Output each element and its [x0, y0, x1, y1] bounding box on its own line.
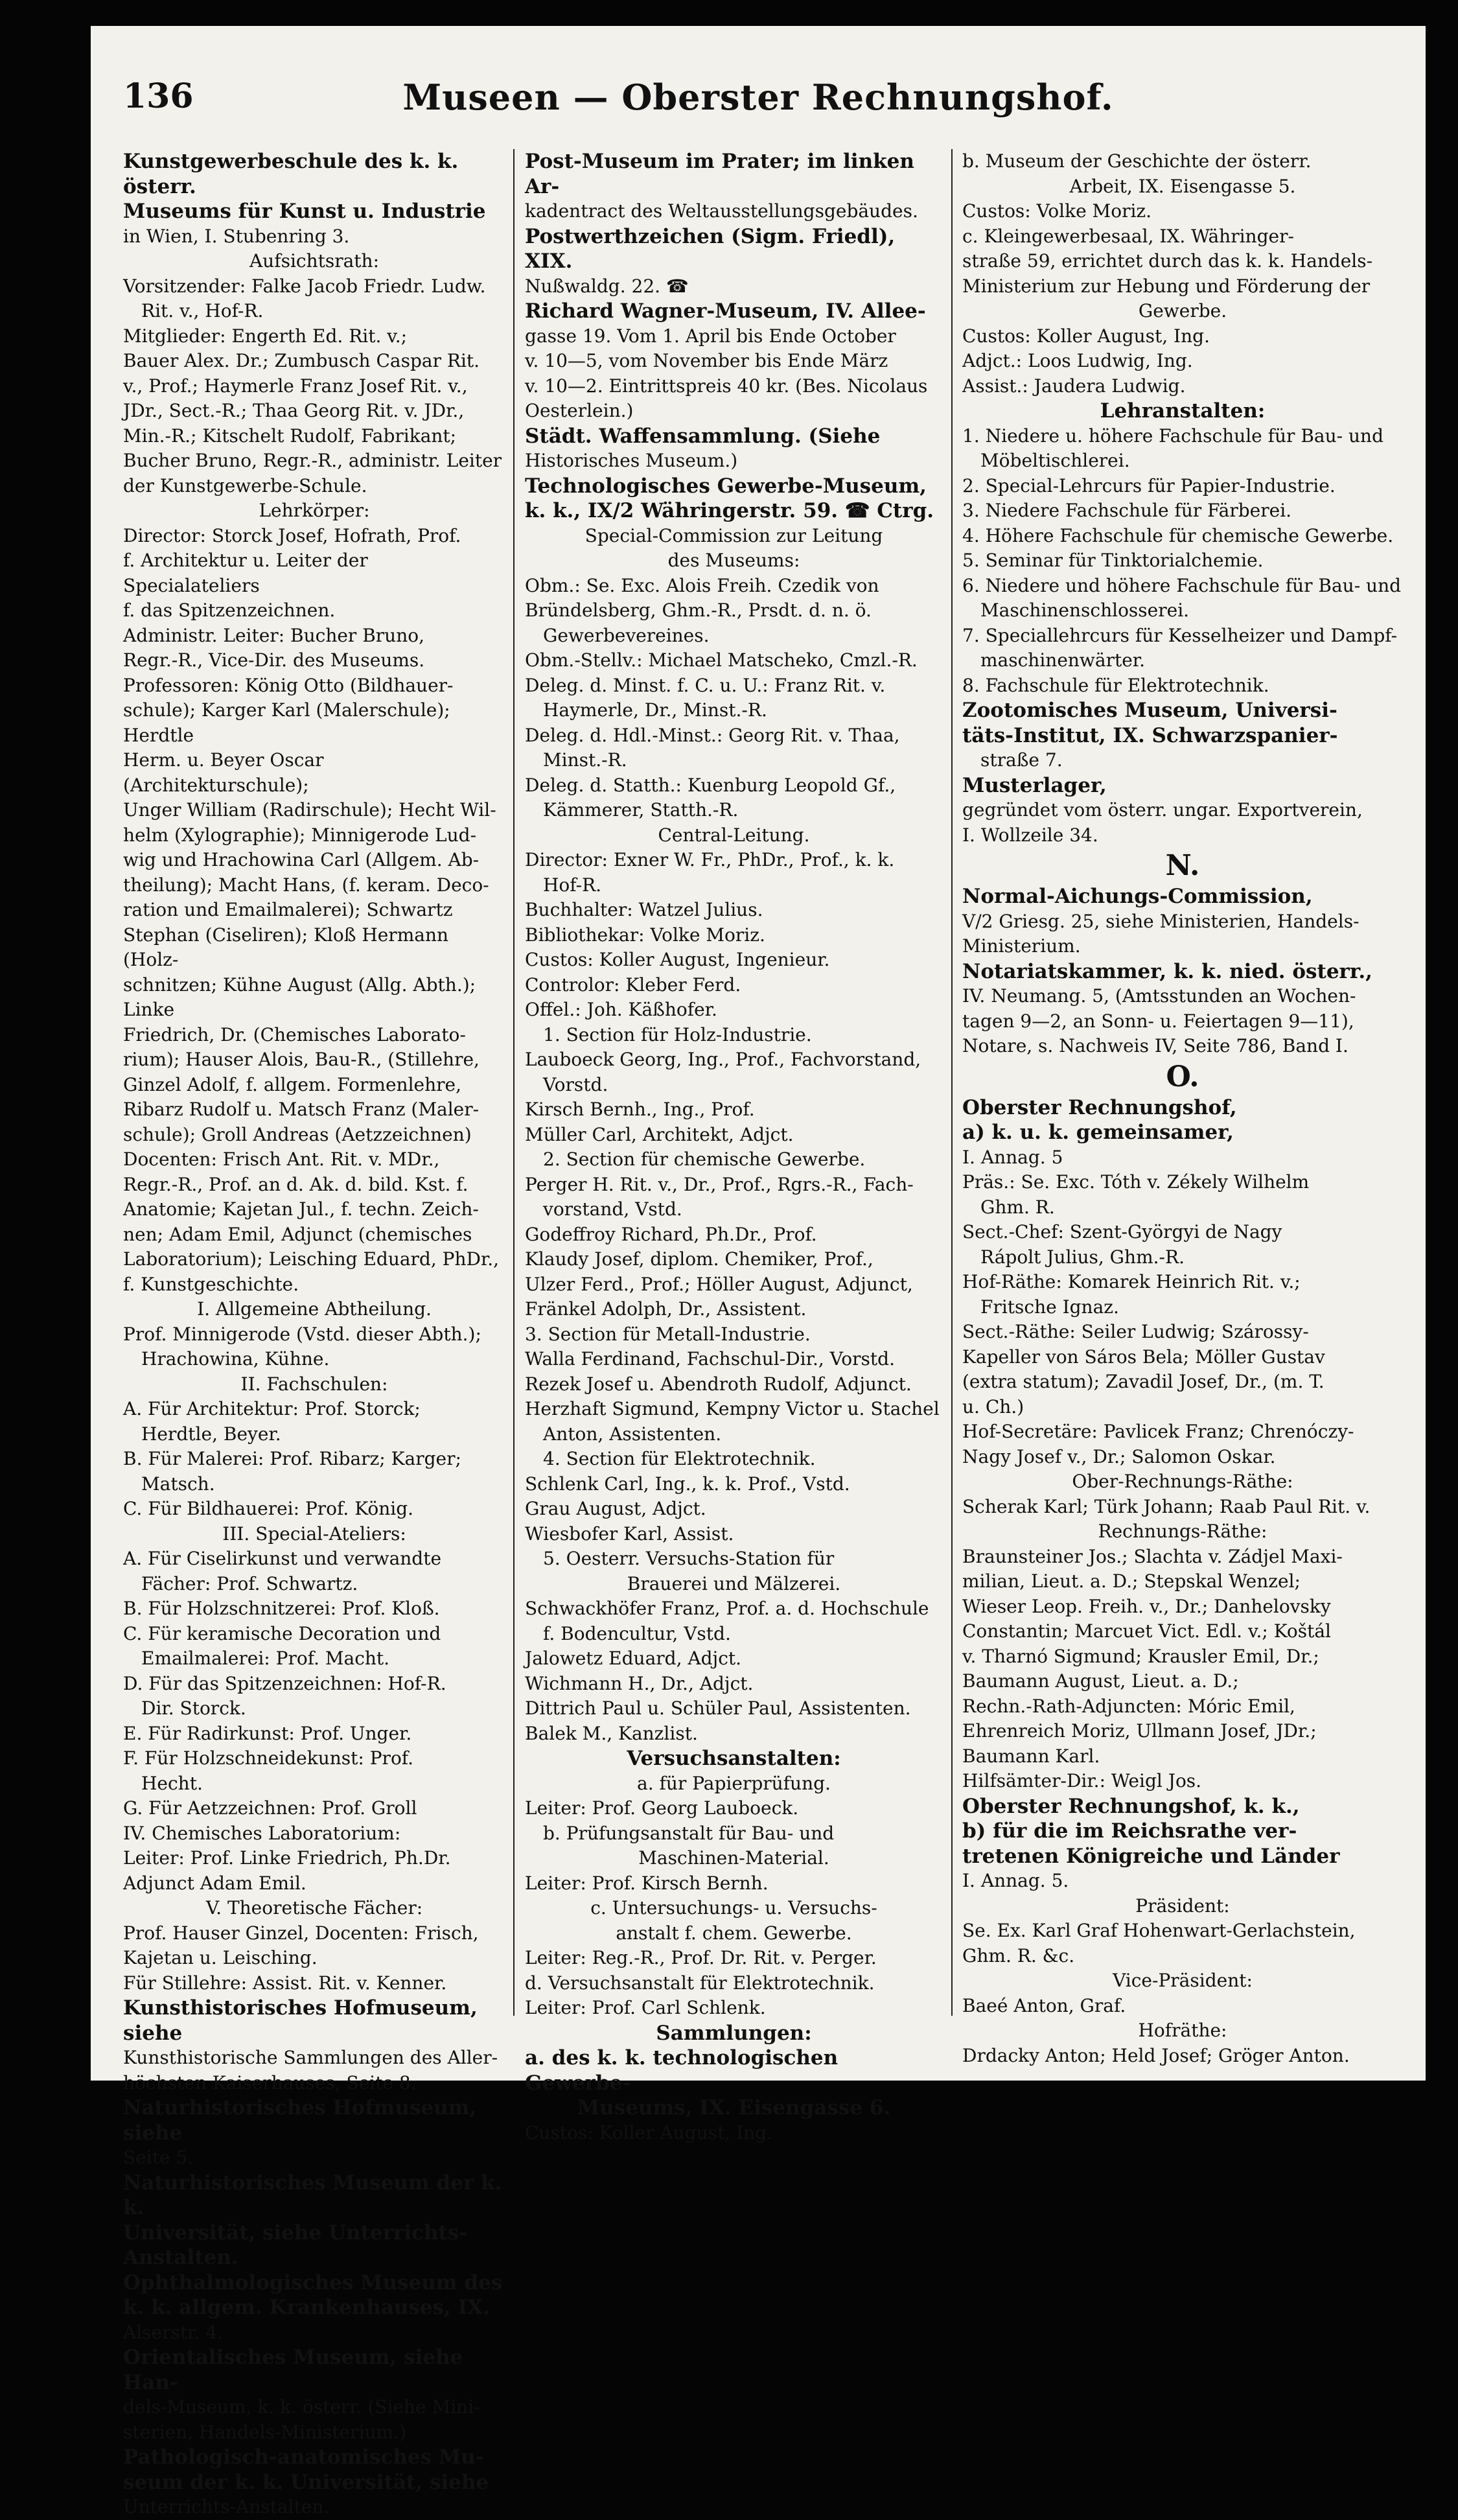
text-line: Docenten: Frisch Ant. Rit. v. MDr.,: [123, 1149, 440, 1170]
text-line: Laboratorium); Leisching Eduard, PhDr.,: [123, 1248, 500, 1270]
text-line: helm (Xylographie); Minnigerode Lud-: [123, 824, 477, 846]
entry-heading: tretenen Königreiche und Länder: [962, 1844, 1340, 1868]
text-line: Ribarz Rudolf u. Matsch Franz (Maler-: [123, 1099, 480, 1120]
text-line: Baumann August, Lieut. a. D.;: [962, 1670, 1239, 1692]
text-line: II. Fachschulen:: [240, 1373, 388, 1395]
text-line: Seite 5.: [123, 2147, 194, 2168]
text-line: Leiter: Prof. Linke Friedrich, Ph.Dr.: [123, 1847, 451, 1869]
text-line: 4. Section für Elektrotechnik.: [543, 1448, 816, 1469]
entry-heading: Oberster Rechnungshof, k. k.,: [962, 1794, 1300, 1818]
text-line: 2. Special-Lehrcurs für Papier-Industrie.: [962, 474, 1336, 496]
text-line: milian, Lieut. a. D.; Stepskal Wenzel;: [962, 1570, 1301, 1592]
text-line: I. Wollzeile 34.: [962, 824, 1098, 846]
text-line: Ministerium.: [962, 935, 1081, 957]
text-line: Vorstd.: [543, 1073, 608, 1095]
entry-heading: Zootomisches Museum, Universi-: [962, 699, 1337, 722]
text-line: dels-Museum, k. k. österr. (Siehe Mini-: [123, 2396, 480, 2418]
text-line: c. Untersuchungs- u. Versuchs-: [590, 1897, 877, 1919]
text-line: b. Prüfungsanstalt für Bau- und: [543, 1822, 835, 1844]
text-line: JDr., Sect.-R.; Thaa Georg Rit. v. JDr.,: [123, 400, 465, 421]
text-line: Anatomie; Kajetan Jul., f. techn. Zeich-: [123, 1198, 479, 1220]
text-line: Deleg. d. Minst. f. C. u. U.: Franz Rit. v.: [525, 674, 886, 696]
text-line: 3. Niedere Fachschule für Färberei.: [962, 500, 1292, 521]
text-line: Ghm. R.: [980, 1196, 1055, 1218]
text-line: Central-Leitung.: [658, 824, 810, 846]
entry-heading: k. k. allgem. Krankenhauses, IX.: [123, 2296, 490, 2319]
text-line: Prof. Minnigerode (Vstd. dieser Abth.);: [123, 1323, 481, 1345]
text-line: D. Für das Spitzenzeichnen: Hof-R.: [123, 1672, 446, 1694]
text-line: Adjunct Adam Emil.: [123, 1872, 307, 1894]
text-line: Kirsch Bernh., Ing., Prof.: [525, 1099, 755, 1120]
text-line: Müller Carl, Architekt, Adjct.: [525, 1123, 794, 1145]
text-line: Deleg. d. Statth.: Kuenburg Leopold Gf.,: [525, 774, 896, 796]
text-line: Custos: Koller August, Ingenieur.: [525, 949, 830, 970]
text-line: Regr.-R., Vice-Dir. des Museums.: [123, 649, 425, 671]
text-line: Rezek Josef u. Abendroth Rudolf, Adjunct.: [525, 1373, 912, 1395]
text-line: Dir. Storck.: [141, 1698, 246, 1719]
text-line: Walla Ferdinand, Fachschul-Dir., Vorstd.: [525, 1348, 895, 1370]
text-line: Mitglieder: Engerth Ed. Rit. v.;: [123, 325, 408, 347]
text-line: straße 59, errichtet durch das k. k. Handels-: [962, 250, 1373, 272]
text-line: u. Ch.): [962, 1395, 1024, 1418]
text-line: Unger William (Radirschule); Hecht Wil-: [123, 799, 496, 821]
text-line: Schwackhöfer Franz, Prof. a. d. Hochschule: [525, 1598, 929, 1619]
text-line: Baumann Karl.: [962, 1745, 1100, 1767]
text-line: Rápolt Julius, Ghm.-R.: [980, 1246, 1185, 1268]
text-line: Adjct.: Loos Ludwig, Ing.: [962, 350, 1193, 371]
text-line: C. Für keramische Decoration und: [123, 1622, 441, 1644]
text-line: Ghm. R. &c.: [962, 1944, 1075, 1966]
text-line: Unterrichts-Anstalten.: [123, 2496, 330, 2517]
text-line: Wichmann H., Dr., Adjct.: [525, 1672, 754, 1694]
text-line: Sect.-Räthe: Seiler Ludwig; Szárossy-: [962, 1321, 1309, 1342]
text-line: Maschinenschlosserei.: [980, 600, 1190, 621]
text-line: Scherak Karl; Türk Johann; Raab Paul Rit. v.: [962, 1495, 1371, 1517]
text-line: Ulzer Ferd., Prof.; Höller August, Adjunct,: [525, 1273, 913, 1295]
text-line: Haymerle, Dr., Minst.-R.: [543, 699, 767, 721]
text-line: Gewerbe.: [1138, 300, 1227, 321]
text-line: Herzhaft Sigmund, Kempny Victor u. Stachel: [525, 1398, 940, 1419]
text-line: I. Annag. 5: [962, 1146, 1063, 1168]
text-column-middle: [525, 149, 943, 2143]
text-line: a. für Papierprüfung.: [637, 1772, 831, 1794]
text-line: Anton, Assistenten.: [543, 1423, 722, 1445]
entry-heading: Musterlager,: [962, 773, 1107, 797]
text-line: Hrachowina, Kühne.: [141, 1348, 330, 1370]
text-line: (extra statum); Zavadil Josef, Dr., (m. T.: [962, 1371, 1325, 1392]
entry-heading: täts-Institut, IX. Schwarzspanier-: [962, 723, 1338, 747]
entry-heading: Kunsthistorisches Hofmuseum, siehe: [123, 1996, 485, 2045]
text-line: Herm. u. Beyer Oscar (Architekturschule);: [123, 749, 330, 796]
text-line: Wieser Leop. Freih. v., Dr.; Danhelovsky: [962, 1595, 1331, 1617]
text-line: Stephan (Ciseliren); Kloß Hermann (Holz-: [123, 924, 454, 970]
text-line: Grau August, Adjct.: [525, 1498, 706, 1519]
entry-heading: Orientalisches Museum, siehe Han-: [123, 2346, 470, 2394]
text-line: I. Allgemeine Abtheilung.: [197, 1298, 432, 1320]
text-line: Dittrich Paul u. Schüler Paul, Assistenten.: [525, 1698, 911, 1719]
text-line: Bründelsberg, Ghm.-R., Prsdt. d. n. ö.: [525, 600, 872, 621]
text-line: Präsident:: [1135, 1895, 1230, 1917]
text-line: schnitzen; Kühne August (Allg. Abth.); Linke: [123, 974, 481, 1020]
text-line: Wiesbofer Karl, Assist.: [525, 1522, 734, 1545]
entry-heading: Naturhistorisches Museum der k. k.: [123, 2171, 509, 2219]
text-line: vorstand, Vstd.: [543, 1198, 682, 1220]
text-line: IV. Chemisches Laboratorium:: [123, 1822, 401, 1844]
text-line: 7. Speciallehrcurs für Kesselheizer und Dampf-: [962, 624, 1398, 646]
text-line: Leiter: Prof. Carl Schlenk.: [525, 1997, 766, 2018]
entry-heading: Kunstgewerbeschule des k. k. österr.: [123, 150, 466, 198]
section-letter: N.: [1165, 849, 1200, 882]
text-line: Herdtle, Beyer.: [141, 1423, 281, 1445]
text-line: Custos: Koller August, Ing.: [962, 325, 1210, 347]
text-line: G. Für Aetzzeichnen: Prof. Groll: [123, 1797, 417, 1819]
text-line: anstalt f. chem. Gewerbe.: [616, 1922, 852, 1944]
entry-heading: Naturhistorisches Hofmuseum, siehe: [123, 2096, 484, 2145]
text-line: tagen 9—2, an Sonn- u. Feiertagen 9—11),: [962, 1010, 1354, 1032]
text-line: Matsch.: [141, 1473, 215, 1495]
text-line: kadentract des Weltausstellungsgebäudes.: [525, 200, 918, 222]
section-letter: O.: [1166, 1060, 1199, 1093]
text-line: in Wien, I. Stubenring 3.: [123, 225, 350, 247]
text-column-right: [962, 149, 1403, 2068]
text-line: Gewerbevereines.: [543, 624, 710, 646]
text-line: Aufsichtsrath:: [249, 250, 380, 272]
entry-heading: Normal-Aichungs-Commission,: [962, 885, 1313, 908]
text-line: c. Kleingewerbesaal, IX. Währinger-: [962, 225, 1294, 247]
text-line: Fränkel Adolph, Dr., Assistent.: [525, 1298, 807, 1320]
text-line: d. Versuchsanstalt für Elektrotechnik.: [525, 1972, 875, 1994]
entry-heading: Post-Museum im Prater; im linken Ar-: [525, 150, 921, 198]
entry-heading: a) k. u. k. gemeinsamer,: [962, 1121, 1234, 1144]
text-line: Nußwaldg. 22. ☎: [525, 275, 689, 297]
text-line: 1. Section für Holz-Industrie.: [543, 1023, 812, 1045]
text-line: Offel.: Joh. Käßhofer.: [525, 999, 717, 1020]
entry-heading: Museums für Kunst u. Industrie: [123, 200, 486, 223]
text-line: 5. Seminar für Tinktorialchemie.: [962, 550, 1264, 571]
text-line: Se. Ex. Karl Graf Hohenwart-Gerlachstein,: [962, 1920, 1356, 1941]
text-line: F. Für Holzschneidekunst: Prof.: [123, 1747, 414, 1769]
text-line: Bauer Alex. Dr.; Zumbusch Caspar Rit.: [123, 350, 480, 371]
column-divider: [951, 149, 953, 2016]
page-number: 136: [123, 76, 194, 116]
text-line: III. Special-Ateliers:: [222, 1522, 406, 1545]
text-line: f. Architektur u. Leiter der Specialateliers: [123, 550, 374, 596]
text-line: f. das Spitzenzeichnen.: [123, 600, 336, 621]
entry-heading: Ophthalmologisches Museum des: [123, 2270, 503, 2294]
entry-heading: Lehranstalten:: [1100, 399, 1266, 423]
text-line: Drdacky Anton; Held Josef; Gröger Anton.: [962, 2044, 1350, 2066]
text-line: I. Annag. 5.: [962, 1870, 1069, 1891]
text-line: theilung); Macht Hans, (f. keram. Deco-: [123, 874, 489, 896]
text-line: Arbeit, IX. Eisengasse 5.: [1069, 175, 1296, 197]
text-line: Präs.: Se. Exc. Tóth v. Zékely Wilhelm: [962, 1171, 1310, 1193]
text-line: Buchhalter: Watzel Julius.: [525, 899, 763, 920]
text-line: A. Für Architektur: Prof. Storck;: [123, 1398, 421, 1419]
text-line: Historisches Museum.): [525, 450, 738, 471]
text-line: des Museums:: [667, 550, 800, 571]
text-line: Baeé Anton, Graf.: [962, 1994, 1126, 2016]
text-line: C. Für Bildhauerei: Prof. König.: [123, 1498, 414, 1519]
entry-heading: seum der k. k. Universität, siehe: [123, 2470, 489, 2494]
text-line: Hof-R.: [543, 874, 602, 896]
entry-heading: Notariatskammer, k. k. nied. österr.,: [962, 959, 1372, 983]
text-line: v. Tharnó Sigmund; Krausler Emil, Dr.;: [962, 1645, 1319, 1667]
column-divider: [513, 149, 515, 2016]
text-line: A. Für Ciselirkunst und verwandte: [123, 1548, 442, 1569]
text-line: Kajetan u. Leisching.: [123, 1947, 318, 1968]
text-line: Friedrich, Dr. (Chemisches Laborato-: [123, 1023, 466, 1045]
text-line: 4. Höhere Fachschule für chemische Gewerbe.: [962, 524, 1394, 546]
text-line: Regr.-R., Prof. an d. Ak. d. bild. Kst. f.: [123, 1173, 469, 1195]
text-line: Ober-Rechnungs-Räthe:: [1072, 1471, 1293, 1492]
text-line: gasse 19. Vom 1. April bis Ende October: [525, 325, 896, 347]
text-line: rium); Hauser Alois, Bau-R., (Stillehre,: [123, 1049, 480, 1070]
text-line: b. Museum der Geschichte der österr.: [962, 150, 1312, 172]
text-line: Lauboeck Georg, Ing., Prof., Fachvorstand,: [525, 1049, 921, 1070]
text-line: höchsten Kaiserhauses, Seite 8.: [123, 2071, 417, 2094]
text-line: Deleg. d. Hdl.-Minst.: Georg Rit. v. Thaa,: [525, 724, 900, 746]
text-line: IV. Neumang. 5, (Amtsstunden an Wochen-: [962, 985, 1356, 1007]
text-line: Fächer: Prof. Schwartz.: [141, 1572, 358, 1594]
text-line: Ginzel Adolf, f. allgem. Formenlehre,: [123, 1073, 461, 1095]
text-line: Hilfsämter-Dir.: Weigl Jos.: [962, 1770, 1202, 1791]
text-line: 8. Fachschule für Elektrotechnik.: [962, 674, 1269, 696]
text-line: Balek M., Kanzlist.: [525, 1722, 698, 1744]
text-column-left: [123, 149, 509, 2517]
text-line: Administr. Leiter: Bucher Bruno,: [123, 624, 424, 646]
text-line: f. Bodencultur, Vstd.: [543, 1622, 731, 1644]
page-sheet: [91, 26, 1426, 2517]
text-line: Perger H. Rit. v., Dr., Prof., Rgrs.-R., Fach-: [525, 1173, 914, 1195]
text-line: Custos: Koller August, Ing.: [525, 2121, 772, 2143]
text-line: Möbeltischlerei.: [980, 450, 1130, 471]
text-line: Custos: Volke Moriz.: [962, 200, 1152, 222]
text-line: Kunsthistorische Sammlungen des Aller-: [123, 2047, 498, 2068]
text-line: Kapeller von Sáros Bela; Möller Gustav: [962, 1346, 1325, 1368]
text-line: v. 10—5, vom November bis Ende März: [525, 350, 888, 371]
text-line: V/2 Griesg. 25, siehe Ministerien, Handels-: [962, 910, 1360, 932]
text-line: Obm.: Se. Exc. Alois Freih. Czedik von: [525, 574, 879, 596]
entry-heading: Richard Wagner-Museum, IV. Allee-: [525, 299, 926, 323]
entry-heading: Oberster Rechnungshof,: [962, 1095, 1237, 1119]
text-line: V. Theoretische Fächer:: [205, 1897, 423, 1919]
text-line: Bibliothekar: Volke Moriz.: [525, 924, 765, 946]
text-line: ration und Emailmalerei); Schwartz: [123, 899, 453, 920]
text-line: der Kunstgewerbe-Schule.: [123, 474, 367, 496]
text-line: Klaudy Josef, diplom. Chemiker, Prof.,: [525, 1248, 874, 1270]
text-line: schule); Karger Karl (Malerschule); Herdtle: [123, 699, 456, 746]
text-line: Für Stillehre: Assist. Rit. v. Kenner.: [123, 1972, 447, 1994]
text-line: v., Prof.; Haymerle Franz Josef Rit. v.,: [123, 375, 468, 397]
text-line: E. Für Radirkunst: Prof. Unger.: [123, 1722, 412, 1744]
text-line: 6. Niedere und höhere Fachschule für Bau- und: [962, 574, 1402, 596]
text-line: Director: Storck Josef, Hofrath, Prof.: [123, 524, 461, 546]
text-line: Bucher Bruno, Regr.-R., administr. Leiter: [123, 450, 502, 471]
text-line: maschinenwärter.: [980, 649, 1145, 671]
text-line: Assist.: Jaudera Ludwig.: [962, 375, 1186, 397]
text-line: Leiter: Prof. Kirsch Bernh.: [525, 1872, 769, 1894]
entry-heading: Städt. Waffensammlung. (Siehe: [525, 424, 881, 448]
text-line: Kämmerer, Statth.-R.: [543, 799, 739, 821]
text-line: Rechn.-Rath-Adjuncten: Móric Emil,: [962, 1695, 1295, 1717]
text-line: Jalowetz Eduard, Adjct.: [525, 1648, 742, 1669]
text-line: Obm.-Stellv.: Michael Matscheko, Cmzl.-R.: [525, 649, 918, 671]
entry-heading: Museums, IX. Eisengasse 6.: [577, 2096, 891, 2119]
text-line: Hof-Räthe: Komarek Heinrich Rit. v.;: [962, 1271, 1301, 1292]
text-line: Ministerium zur Hebung und Förderung der: [962, 275, 1371, 297]
text-line: v. 10—2. Eintrittspreis 40 kr. (Bes. Nicolaus: [525, 375, 928, 397]
text-line: Rit. v., Hof-R.: [141, 300, 264, 321]
entry-heading: Universität, siehe Unterrichts-Anstalten.: [123, 2221, 468, 2269]
text-line: Lehrkörper:: [259, 500, 370, 521]
text-line: B. Für Malerei: Prof. Ribarz; Karger;: [123, 1448, 461, 1469]
text-line: Fritsche Ignaz.: [980, 1296, 1119, 1318]
text-line: Maschinen-Material.: [638, 1847, 829, 1869]
text-line: wig und Hrachowina Carl (Allgem. Ab-: [123, 849, 480, 870]
text-line: Professoren: König Otto (Bildhauer-: [123, 674, 454, 696]
text-line: 5. Oesterr. Versuchs-Station für: [543, 1548, 835, 1569]
text-line: gegründet vom österr. ungar. Exportverein,: [962, 799, 1363, 821]
text-line: Godeffroy Richard, Ph.Dr., Prof.: [525, 1223, 817, 1245]
text-line: sterien, Handels-Ministerium.): [123, 2421, 406, 2443]
entry-heading: Sammlungen:: [656, 2021, 812, 2045]
text-line: 2. Section für chemische Gewerbe.: [543, 1149, 866, 1170]
entry-heading: Versuchsanstalten:: [627, 1747, 841, 1770]
text-line: Special-Commission zur Leitung: [584, 524, 883, 546]
text-line: Min.-R.; Kitschelt Rudolf, Fabrikant;: [123, 425, 457, 447]
text-line: Schlenk Carl, Ing., k. k. Prof., Vstd.: [525, 1473, 850, 1495]
entry-heading: b) für die im Reichsrathe ver-: [962, 1819, 1297, 1843]
text-line: Notare, s. Nachweis IV, Seite 786, Band I.: [962, 1035, 1348, 1056]
text-line: Sect.-Chef: Szent-Györgyi de Nagy: [962, 1221, 1282, 1242]
text-line: Leiter: Reg.-R., Prof. Dr. Rit. v. Perger.: [525, 1947, 877, 1968]
entry-heading: Postwerthzeichen (Sigm. Friedl), XIX.: [525, 224, 902, 273]
text-line: Vorsitzender: Falke Jacob Friedr. Ludw.: [123, 275, 486, 297]
entry-heading: Pathologisch-anatomisches Mu-: [123, 2445, 484, 2469]
text-line: Hofräthe:: [1138, 2020, 1227, 2041]
text-line: Brauerei und Mälzerei.: [627, 1572, 841, 1594]
entry-heading: k. k., IX/2 Währingerstr. 59. ☎ Ctrg.: [525, 499, 934, 522]
text-line: schule); Groll Andreas (Aetzzeichnen): [123, 1123, 472, 1145]
text-line: Nagy Josef v., Dr.; Salomon Oskar.: [962, 1445, 1276, 1467]
text-line: Constantin; Marcuet Vict. Edl. v.; Koštál: [962, 1620, 1331, 1642]
page-header: [123, 76, 1393, 135]
text-line: B. Für Holzschnitzerei: Prof. Kloß.: [123, 1598, 440, 1619]
text-line: nen; Adam Emil, Adjunct (chemisches: [123, 1223, 472, 1245]
entry-heading: a. des k. k. technologischen Gewerbe-: [525, 2046, 845, 2095]
text-line: Hecht.: [141, 1772, 203, 1794]
entry-heading: Technologisches Gewerbe-Museum,: [525, 474, 927, 498]
page-title: Museen — Oberster Rechnungshof.: [402, 76, 1114, 118]
text-line: Emailmalerei: Prof. Macht.: [141, 1648, 390, 1669]
text-line: f. Kunstgeschichte.: [123, 1273, 299, 1295]
text-line: Director: Exner W. Fr., PhDr., Prof., k. k.: [525, 849, 895, 870]
text-line: Hof-Secretäre: Pavlicek Franz; Chrenóczy-: [962, 1421, 1354, 1442]
text-line: Rechnungs-Räthe:: [1098, 1521, 1267, 1542]
text-line: Controlor: Kleber Ferd.: [525, 974, 741, 996]
text-line: 1. Niedere u. höhere Fachschule für Bau- und: [962, 425, 1383, 447]
text-line: 3. Section für Metall-Industrie.: [525, 1323, 811, 1345]
text-line: Ehrenreich Moriz, Ullmann Josef, JDr.;: [962, 1720, 1317, 1742]
text-line: Leiter: Prof. Georg Lauboeck.: [525, 1797, 799, 1819]
text-line: Minst.-R.: [543, 749, 627, 771]
text-line: Vice-Präsident:: [1113, 1970, 1253, 1991]
text-line: Oesterlein.): [525, 400, 634, 421]
text-line: straße 7.: [980, 749, 1063, 771]
text-line: Braunsteiner Jos.; Slachta v. Zádjel Maxi-: [962, 1545, 1343, 1567]
text-line: Prof. Hauser Ginzel, Docenten: Frisch,: [123, 1922, 479, 1944]
text-line: Alserstr. 4.: [123, 2321, 223, 2343]
